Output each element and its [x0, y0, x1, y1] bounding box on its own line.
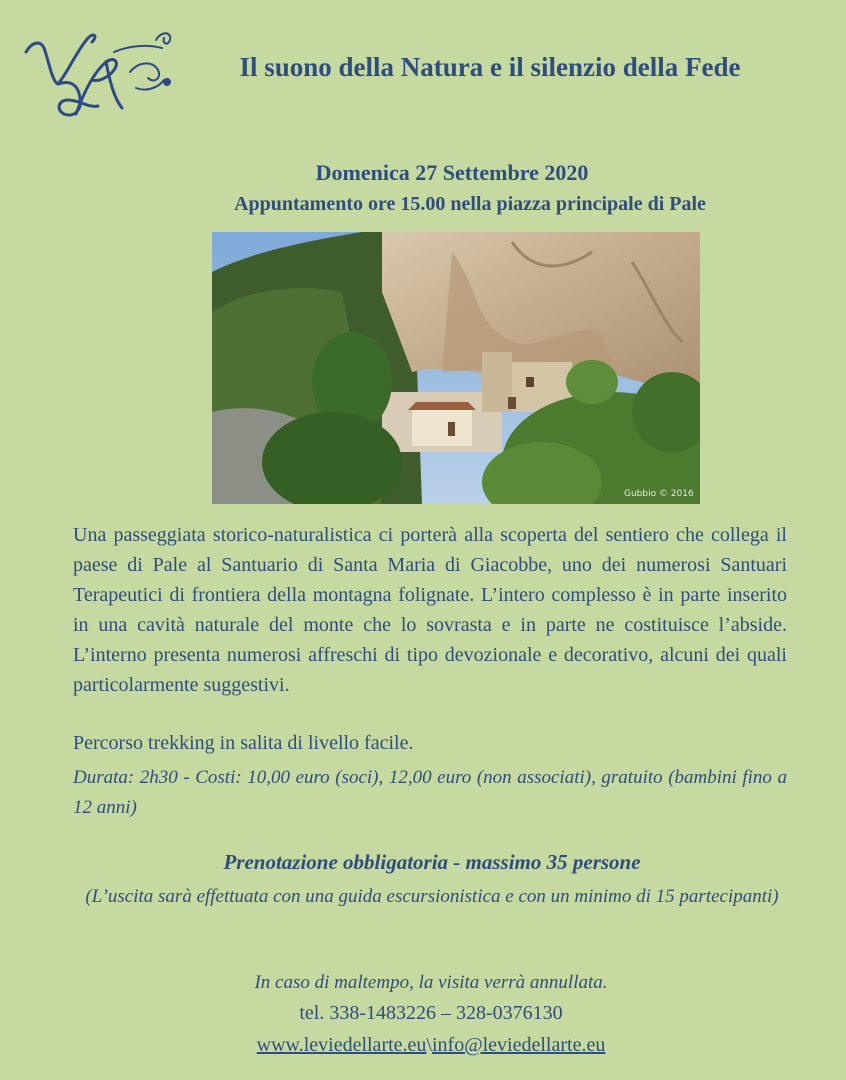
- link-separator: \: [426, 1034, 432, 1056]
- weather-notice: In caso di maltempo, la visita verrà annullata.: [254, 972, 608, 993]
- trekking-info: Percorso trekking in salita di livello facile.: [73, 732, 414, 754]
- description: [73, 520, 787, 700]
- contact-links: [0, 1034, 846, 1057]
- event-date: Domenica 27 Settembre 2020: [315, 160, 589, 185]
- meeting-info: Appuntamento ore 15.00 nella piazza principale di Pale: [234, 193, 706, 215]
- sanctuary-photo: [212, 232, 700, 504]
- description-text: Una passeggiata storico-naturalistica ci porterà alla scoperta del sentiero che collega il paese di Pale al Santuario di Santa Maria di Giacobbe, uno dei numerosi Santuari Terapeutici di frontiera della montagna folignate. L’intero complesso è in parte inserito in una cavità naturale del monte che lo sovrasta e in parte ne costituisce l’abside. L’interno presenta numerosi affreschi di tipo devozionale e decorativo, alcuni dei quali particolarmente suggestivi.: [73, 524, 787, 696]
- page-title: Il suono della Natura e il silenzio della Fede: [239, 52, 741, 82]
- phone-numbers: tel. 338-1483226 – 328-0376130: [299, 1002, 563, 1024]
- duration-costs: Durata: 2h30 - Costi: 10,00 euro (soci), 12,00 euro (non associati), gratuito (bambini fino a 12 anni): [73, 767, 787, 818]
- website-link[interactable]: www.leviedellarte.eu: [256, 1034, 427, 1056]
- email-link[interactable]: info@leviedellarte.eu: [431, 1034, 606, 1056]
- photo-watermark: Gubbio © 2016: [624, 489, 694, 499]
- booking-note: (L’uscita sarà effettuata con una guida escursionistica e con un minimo di 15 partecipanti): [85, 886, 779, 907]
- booking-title: Prenotazione obbligatoria - massimo 35 persone: [223, 850, 641, 874]
- logo: [18, 22, 178, 122]
